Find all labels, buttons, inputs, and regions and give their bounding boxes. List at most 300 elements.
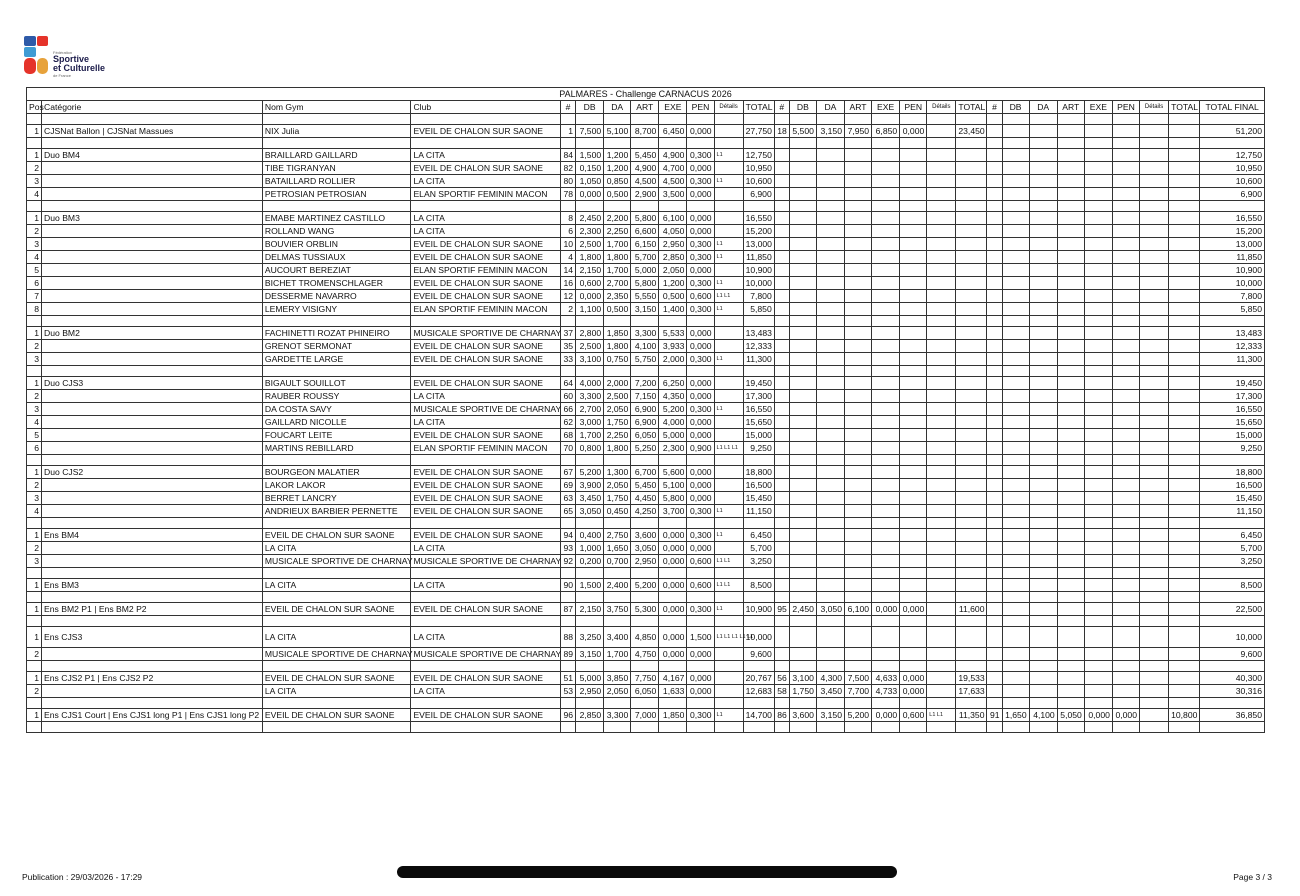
db-cell: 2,500 [576,238,604,251]
db-cell: 0,800 [576,442,604,455]
pen-3-cell: 0,000 [1112,709,1139,722]
da-2-cell [816,390,844,403]
da-3-cell [1029,251,1057,264]
table-row [27,579,1265,592]
details-2-cell [927,377,956,390]
art-2-cell [844,264,871,277]
category-cell [42,555,263,568]
art-cell: 6,900 [631,416,659,429]
gym-name-cell: BOUVIER ORBLIN [262,238,411,251]
total-3-cell [1169,225,1200,238]
empty-cell [844,518,871,529]
total-cell: 27,750 [743,125,774,138]
empty-cell [927,568,956,579]
pen-3-cell [1112,188,1139,201]
exe-cell: 2,850 [659,251,687,264]
total-cell: 9,250 [743,442,774,455]
pen-2-cell [900,251,927,264]
da-cell: 2,050 [604,479,631,492]
db-cell: 3,900 [576,479,604,492]
pen-2-cell: 0,000 [900,603,927,616]
art-2-cell: 5,200 [844,709,871,722]
details-2-cell [927,303,956,316]
empty-cell [411,661,561,672]
pen-2-cell [900,264,927,277]
db-3-cell [1002,529,1029,542]
num-cell: 92 [561,555,576,568]
exe-2-cell: 0,000 [872,603,900,616]
empty-cell [956,568,987,579]
empty-cell [987,201,1002,212]
da-2-cell [816,353,844,366]
club-cell: EVEIL DE CHALON SUR SAONE [411,162,561,175]
club-cell: MUSICALE SPORTIVE DE CHARNAY [411,327,561,340]
art-3-cell [1057,327,1084,340]
empty-cell [956,366,987,377]
empty-cell [27,366,42,377]
club-cell: EVEIL DE CHALON SUR SAONE [411,377,561,390]
empty-cell [42,616,263,627]
empty-cell [743,592,774,603]
num-3-cell [987,403,1002,416]
details-2-cell [927,353,956,366]
club-cell: EVEIL DE CHALON SUR SAONE [411,492,561,505]
empty-cell [1169,661,1200,672]
details-cell [714,542,743,555]
total-2-cell [956,238,987,251]
da-cell: 3,300 [604,709,631,722]
pen-3-cell [1112,492,1139,505]
club-cell: EVEIL DE CHALON SUR SAONE [411,290,561,303]
exe-3-cell [1084,303,1112,316]
art-2-cell [844,466,871,479]
total-final-cell: 16,550 [1200,403,1265,416]
details-2-cell [927,529,956,542]
art-cell: 4,100 [631,340,659,353]
total-3-cell [1169,340,1200,353]
db-2-cell [789,225,816,238]
num-3-cell [987,648,1002,661]
art-2-cell [844,212,871,225]
exe-cell: 1,850 [659,709,687,722]
pos-cell: 1 [27,212,42,225]
empty-cell [631,455,659,466]
total-3-cell [1169,579,1200,592]
num-3-cell [987,290,1002,303]
da-cell: 2,700 [604,277,631,290]
total-2-cell [956,479,987,492]
empty-cell [27,661,42,672]
db-2-cell [789,579,816,592]
table-row [27,303,1265,316]
spacer-row [27,722,1265,733]
art-2-cell [844,492,871,505]
empty-cell [631,661,659,672]
empty-cell [411,518,561,529]
art-2-cell [844,225,871,238]
num-3-cell [987,579,1002,592]
empty-cell [1029,114,1057,125]
pen-2-cell [900,212,927,225]
da-3-cell [1029,212,1057,225]
da-3-cell [1029,353,1057,366]
total-cell: 16,550 [743,403,774,416]
num-3-cell [987,479,1002,492]
db-2-cell [789,353,816,366]
da-cell: 1,200 [604,162,631,175]
empty-cell [789,114,816,125]
num-3-cell [987,303,1002,316]
da-cell: 2,200 [604,212,631,225]
table-row [27,340,1265,353]
pen-cell: 0,000 [687,429,714,442]
num-cell: 6 [561,225,576,238]
db-cell: 5,000 [576,672,604,685]
header-cell: DB [576,101,604,114]
empty-cell [27,722,42,733]
num-2-cell [774,505,789,518]
empty-cell [561,616,576,627]
art-3-cell [1057,627,1084,648]
art-3-cell [1057,238,1084,251]
pos-cell: 2 [27,479,42,492]
exe-3-cell [1084,492,1112,505]
exe-3-cell [1084,125,1112,138]
empty-cell [1029,455,1057,466]
da-cell: 3,850 [604,672,631,685]
empty-cell [1084,316,1112,327]
empty-cell [604,661,631,672]
empty-cell [659,698,687,709]
db-3-cell [1002,390,1029,403]
club-cell: ELAN SPORTIF FEMININ MACON [411,442,561,455]
total-3-cell [1169,238,1200,251]
logo-block-lightblue [24,47,36,57]
num-2-cell [774,377,789,390]
details-cell: L1 L1 [714,579,743,592]
pen-2-cell [900,290,927,303]
exe-3-cell [1084,627,1112,648]
empty-cell [714,568,743,579]
num-2-cell [774,492,789,505]
db-3-cell [1002,149,1029,162]
exe-3-cell [1084,327,1112,340]
empty-cell [743,698,774,709]
empty-cell [816,316,844,327]
empty-cell [1112,455,1139,466]
db-2-cell [789,251,816,264]
db-3-cell [1002,479,1029,492]
db-cell: 0,400 [576,529,604,542]
pen-cell: 0,600 [687,290,714,303]
empty-cell [844,366,871,377]
total-2-cell [956,390,987,403]
total-2-cell [956,403,987,416]
art-cell: 4,250 [631,505,659,518]
club-cell: LA CITA [411,149,561,162]
empty-cell [1112,518,1139,529]
art-cell: 6,050 [631,685,659,698]
exe-cell: 0,500 [659,290,687,303]
art-cell: 7,000 [631,709,659,722]
empty-cell [1002,455,1029,466]
db-3-cell [1002,251,1029,264]
empty-cell [27,592,42,603]
exe-3-cell [1084,579,1112,592]
total-3-cell [1169,353,1200,366]
pen-cell: 0,000 [687,542,714,555]
empty-cell [576,138,604,149]
pos-cell: 1 [27,603,42,616]
empty-cell [1084,138,1112,149]
pen-3-cell [1112,579,1139,592]
exe-cell: 0,000 [659,529,687,542]
exe-cell: 0,000 [659,648,687,661]
empty-cell [604,138,631,149]
logo-block-blue [24,36,36,46]
empty-cell [774,722,789,733]
exe-3-cell [1084,442,1112,455]
exe-cell: 1,400 [659,303,687,316]
table-row [27,377,1265,390]
category-cell [42,685,263,698]
total-3-cell [1169,277,1200,290]
gym-name-cell: BATAILLARD ROLLIER [262,175,411,188]
empty-cell [604,592,631,603]
da-cell: 1,850 [604,327,631,340]
pos-cell: 1 [27,529,42,542]
pos-cell: 2 [27,162,42,175]
details-2-cell [927,188,956,201]
art-cell: 4,850 [631,627,659,648]
num-3-cell [987,492,1002,505]
db-3-cell [1002,290,1029,303]
empty-cell [1200,518,1265,529]
empty-cell [900,722,927,733]
exe-2-cell [872,529,900,542]
empty-cell [1002,616,1029,627]
empty-cell [1057,616,1084,627]
db-2-cell [789,479,816,492]
db-2-cell [789,466,816,479]
empty-cell [262,366,411,377]
empty-cell [561,366,576,377]
exe-cell: 4,500 [659,175,687,188]
empty-cell [576,114,604,125]
empty-cell [1140,114,1169,125]
empty-cell [816,114,844,125]
pos-cell: 3 [27,492,42,505]
empty-cell [956,201,987,212]
art-3-cell [1057,579,1084,592]
empty-cell [900,568,927,579]
empty-cell [816,518,844,529]
empty-cell [714,201,743,212]
spacer-row [27,114,1265,125]
table-row [27,492,1265,505]
da-cell: 1,200 [604,149,631,162]
num-2-cell [774,162,789,175]
num-cell: 8 [561,212,576,225]
details-3-cell [1140,505,1169,518]
da-3-cell [1029,555,1057,568]
category-cell: Ens CJS2 P1 | Ens CJS2 P2 [42,672,263,685]
details-cell: L1 L1 L1 L1 L1 [714,627,743,648]
details-3-cell [1140,290,1169,303]
total-final-cell: 12,750 [1200,149,1265,162]
empty-cell [411,616,561,627]
empty-cell [816,592,844,603]
num-2-cell: 86 [774,709,789,722]
club-cell: EVEIL DE CHALON SUR SAONE [411,466,561,479]
num-cell: 96 [561,709,576,722]
num-2-cell [774,303,789,316]
pen-cell: 0,300 [687,603,714,616]
exe-cell: 5,533 [659,327,687,340]
pen-2-cell [900,377,927,390]
empty-cell [956,518,987,529]
empty-cell [1002,114,1029,125]
pen-2-cell [900,416,927,429]
pen-3-cell [1112,672,1139,685]
gym-name-cell: PETROSIAN PETROSIAN [262,188,411,201]
gym-name-cell: ANDRIEUX BARBIER PERNETTE [262,505,411,518]
exe-2-cell [872,290,900,303]
db-3-cell [1002,212,1029,225]
exe-2-cell [872,225,900,238]
total-2-cell [956,327,987,340]
spacer-row [27,568,1265,579]
empty-cell [872,316,900,327]
club-cell: LA CITA [411,225,561,238]
empty-cell [1002,316,1029,327]
pen-2-cell [900,175,927,188]
pen-cell: 0,000 [687,685,714,698]
details-2-cell [927,603,956,616]
art-3-cell [1057,277,1084,290]
empty-cell [987,722,1002,733]
empty-cell [774,366,789,377]
db-2-cell [789,542,816,555]
header-cell: TOTAL [1169,101,1200,114]
gym-name-cell: GAILLARD NICOLLE [262,416,411,429]
num-2-cell [774,225,789,238]
empty-cell [1200,661,1265,672]
pos-cell: 3 [27,403,42,416]
db-cell: 0,150 [576,162,604,175]
db-2-cell: 3,600 [789,709,816,722]
table-row [27,212,1265,225]
pen-3-cell [1112,429,1139,442]
club-cell: MUSICALE SPORTIVE DE CHARNAY [411,555,561,568]
num-cell: 62 [561,416,576,429]
da-cell: 2,500 [604,390,631,403]
da-cell: 2,750 [604,529,631,542]
db-3-cell [1002,505,1029,518]
details-2-cell [927,212,956,225]
da-2-cell [816,648,844,661]
details-2-cell [927,277,956,290]
empty-cell [844,592,871,603]
art-3-cell [1057,542,1084,555]
total-final-cell: 5,700 [1200,542,1265,555]
header-cell: # [561,101,576,114]
pen-cell: 0,600 [687,555,714,568]
details-2-cell [927,416,956,429]
da-2-cell [816,416,844,429]
num-cell: 68 [561,429,576,442]
gym-name-cell: BIGAULT SOUILLOT [262,377,411,390]
num-3-cell [987,327,1002,340]
empty-cell [687,114,714,125]
exe-cell: 4,900 [659,149,687,162]
details-3-cell [1140,555,1169,568]
pen-2-cell: 0,000 [900,672,927,685]
empty-cell [1140,568,1169,579]
table-row [27,403,1265,416]
num-2-cell [774,251,789,264]
total-2-cell [956,542,987,555]
empty-cell [789,316,816,327]
num-3-cell [987,442,1002,455]
num-cell: 10 [561,238,576,251]
empty-cell [1140,661,1169,672]
empty-cell [576,722,604,733]
pos-cell: 2 [27,225,42,238]
da-cell: 1,800 [604,340,631,353]
pen-3-cell [1112,353,1139,366]
total-cell: 10,000 [743,277,774,290]
gym-name-cell: EVEIL DE CHALON SUR SAONE [262,529,411,542]
details-3-cell [1140,162,1169,175]
num-3-cell [987,505,1002,518]
empty-cell [872,722,900,733]
empty-cell [631,201,659,212]
empty-cell [714,616,743,627]
num-2-cell [774,327,789,340]
art-3-cell [1057,390,1084,403]
da-3-cell [1029,648,1057,661]
empty-cell [1200,616,1265,627]
empty-cell [1084,616,1112,627]
gym-name-cell: GARDETTE LARGE [262,353,411,366]
exe-3-cell [1084,251,1112,264]
empty-cell [1002,518,1029,529]
da-3-cell [1029,442,1057,455]
club-cell: EVEIL DE CHALON SUR SAONE [411,479,561,492]
db-3-cell [1002,603,1029,616]
art-2-cell [844,416,871,429]
empty-cell [561,698,576,709]
empty-cell [411,366,561,377]
pen-3-cell [1112,212,1139,225]
empty-cell [900,592,927,603]
exe-2-cell [872,555,900,568]
da-3-cell [1029,492,1057,505]
da-2-cell [816,466,844,479]
empty-cell [604,201,631,212]
db-2-cell [789,377,816,390]
pos-cell: 2 [27,685,42,698]
logo-line-1: Fédération [53,50,73,55]
da-2-cell [816,429,844,442]
pen-2-cell: 0,000 [900,685,927,698]
exe-2-cell [872,212,900,225]
num-cell: 16 [561,277,576,290]
gym-name-cell: LA CITA [262,542,411,555]
empty-cell [561,316,576,327]
pen-cell: 0,300 [687,251,714,264]
